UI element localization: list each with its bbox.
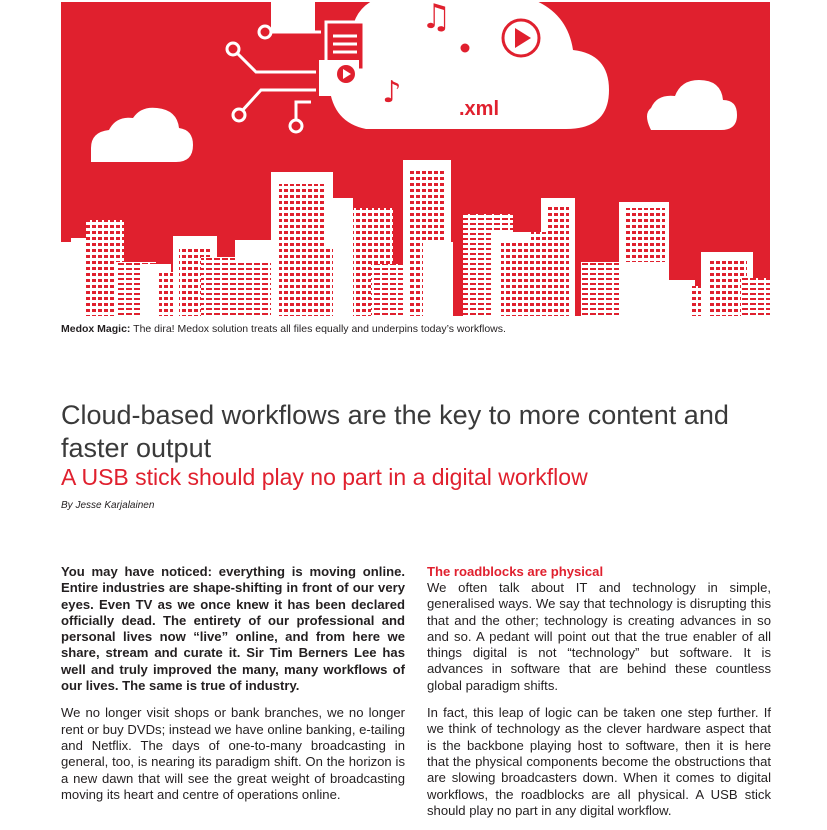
byline: By Jesse Karjalainen [61, 500, 155, 511]
figure-caption [61, 323, 506, 335]
cloud-icon-small-left [91, 108, 193, 162]
article-title: Cloud-based workflows are the key to more content and faster output [61, 400, 729, 463]
left-column [61, 564, 405, 814]
hero-illustration [61, 2, 770, 316]
svg-text:♫: ♫ [421, 2, 452, 37]
lead-paragraph: You may have noticed: everything is moving online. Entire industries are shape-shifting in front of our very eyes. Even TV as we once knew it has been declared officially dead. The entirety of our professional and personal lives now “live” online, and from here we share, stream and curate it. Sir Tim Berners Lee has well and truly improved the many, many workflows of our lives. The same is true of industry. [61, 564, 405, 694]
article-subtitle: A USB stick should play no part in a digital workflow [61, 464, 588, 490]
section-heading: The roadblocks are physical [427, 564, 604, 579]
svg-text:♪: ♪ [382, 75, 402, 110]
right-column [427, 564, 771, 830]
body-paragraph: In fact, this leap of logic can be taken one step further. If we think of technology as the clever hardware aspect that is the backbone playing host to software, then it is here that the physical components become the obstructions that are slowing broadcasters down. When it comes to digital workflows, the roadblocks are all physical. A USB stick should play no part in any digital workflow. [427, 705, 771, 818]
cloud-icon-small-right [647, 80, 737, 130]
caption-label: Medox Magic: [61, 323, 131, 335]
double-music-note-icon [421, 2, 451, 37]
document-icon [271, 2, 364, 70]
xml-label: .xml [458, 98, 500, 120]
music-note-icon [371, 72, 413, 110]
body-paragraph: We no longer visit shops or bank branches, we no longer rent or buy DVDs; instead we have online banking, e-tailing and Netflix. The days of one-to-many broadcasting in general, too, is nearing its paradigm shift. On the horizon is a new dawn that will see the great weight of broadcasting moving its heart and centre of operations online. [61, 705, 405, 802]
city-skyline-icon [61, 160, 770, 316]
image-icon [319, 60, 359, 96]
caption-text: The dira! Medox solution treats all files equally and underpins today’s workflows. [130, 323, 506, 335]
body-paragraph: We often talk about IT and technology in simple, generalised ways. We say that technology is disrupting this that and the other; technology is creating advances in so and so. A pedant will point out that the true enabler of all things digital is not “technology” but software. It is advances in software that are behind these countless global paradigm shifts. [427, 580, 771, 693]
